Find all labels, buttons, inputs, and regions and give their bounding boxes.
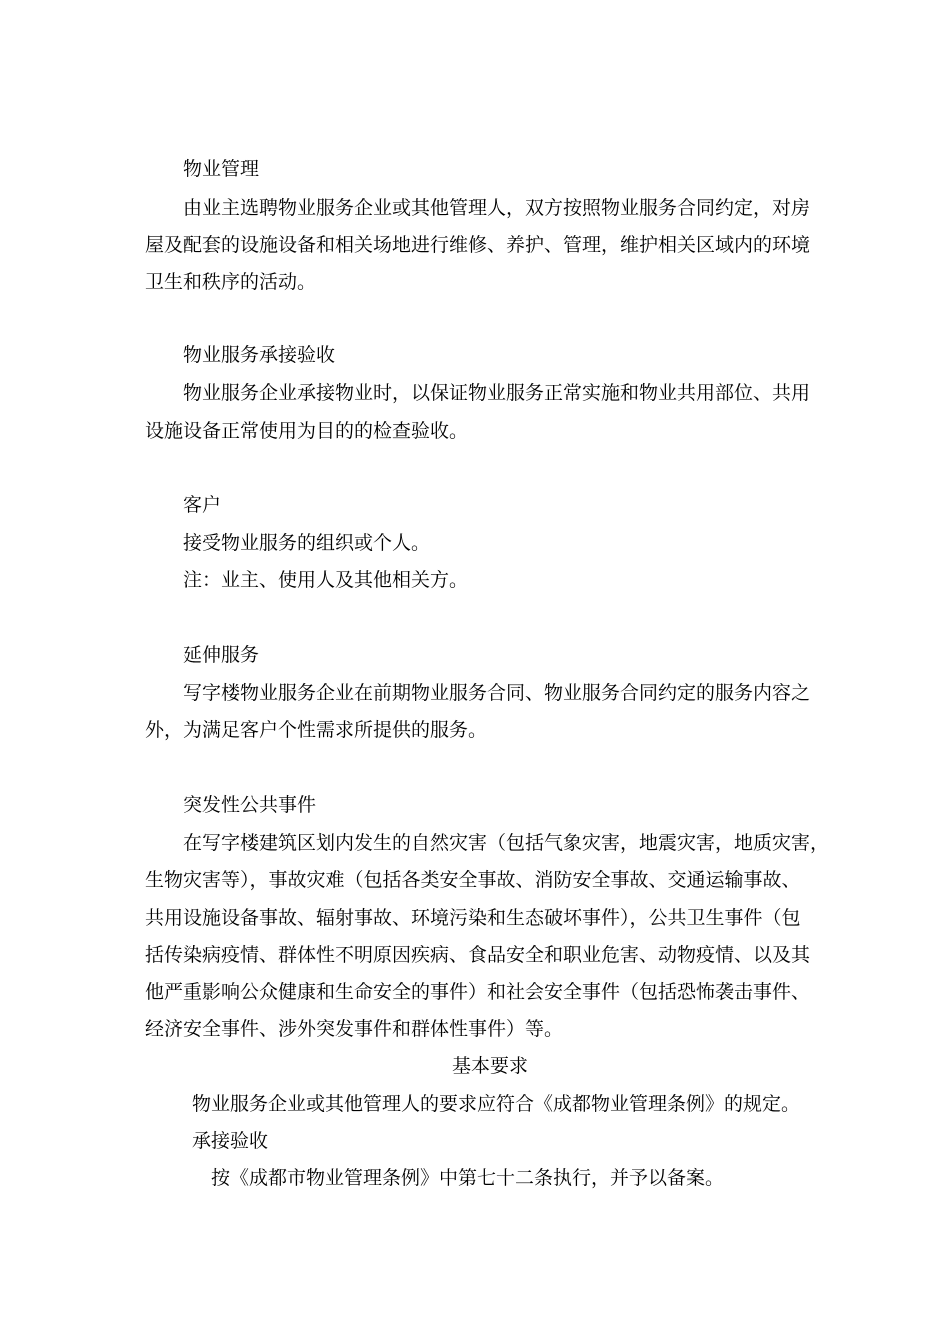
subsection-heading: 承接验收 — [192, 1130, 269, 1152]
term-heading: 突发性公共事件 — [183, 794, 317, 816]
definition-line: 括传染病疫情、群体性不明原因疾病、食品安全和职业危害、动物疫情、以及其 — [145, 944, 811, 966]
term-heading: 物业管理 — [183, 158, 260, 180]
definition-line: 设施设备正常使用为目的的检查验收。 — [145, 420, 469, 442]
term-heading: 客户 — [183, 494, 222, 516]
definition-line: 卫生和秩序的活动。 — [145, 271, 317, 293]
definition-line: 由业主选聘物业服务企业或其他管理人，双方按照物业服务合同约定，对房 — [183, 197, 811, 219]
requirement-text: 物业服务企业或其他管理人的要求应符合《成都物业管理条例》的规定。 — [192, 1093, 801, 1115]
section-heading: 基本要求 — [452, 1055, 529, 1077]
definition-line: 共用设施设备事故、辐射事故、环境污染和生态破坏事件），公共卫生事件（包 — [145, 907, 801, 929]
definition-line: 经济安全事件、涉外突发事件和群体性事件）等。 — [145, 1018, 564, 1040]
acceptance-text: 按《成都市物业管理条例》中第七十二条执行，并予以备案。 — [211, 1167, 725, 1189]
definition-note: 注：业主、使用人及其他相关方。 — [183, 569, 469, 591]
definition-line: 写字楼物业服务企业在前期物业服务合同、物业服务合同约定的服务内容之 — [183, 682, 811, 704]
definition-line: 他严重影响公众健康和生命安全的事件）和社会安全事件（包括恐怖袭击事件、 — [145, 981, 811, 1003]
definition-line: 外，为满足客户个性需求所提供的服务。 — [145, 719, 488, 741]
definition-line: 屋及配套的设施设备和相关场地进行维修、养护、管理，维护相关区域内的环境 — [145, 234, 811, 256]
term-heading: 物业服务承接验收 — [183, 344, 336, 366]
definition-line: 接受物业服务的组织或个人。 — [183, 532, 431, 554]
definition-line: 物业服务企业承接物业时，以保证物业服务正常实施和物业共用部位、共用 — [183, 382, 811, 404]
definition-line: 生物灾害等），事故灾难（包括各类安全事故、消防安全事故、交通运输事故、 — [145, 869, 801, 891]
definition-line: 在写字楼建筑区划内发生的自然灾害（包括气象灾害，地震灾害，地质灾害， — [183, 832, 830, 854]
term-heading: 延伸服务 — [183, 644, 260, 666]
